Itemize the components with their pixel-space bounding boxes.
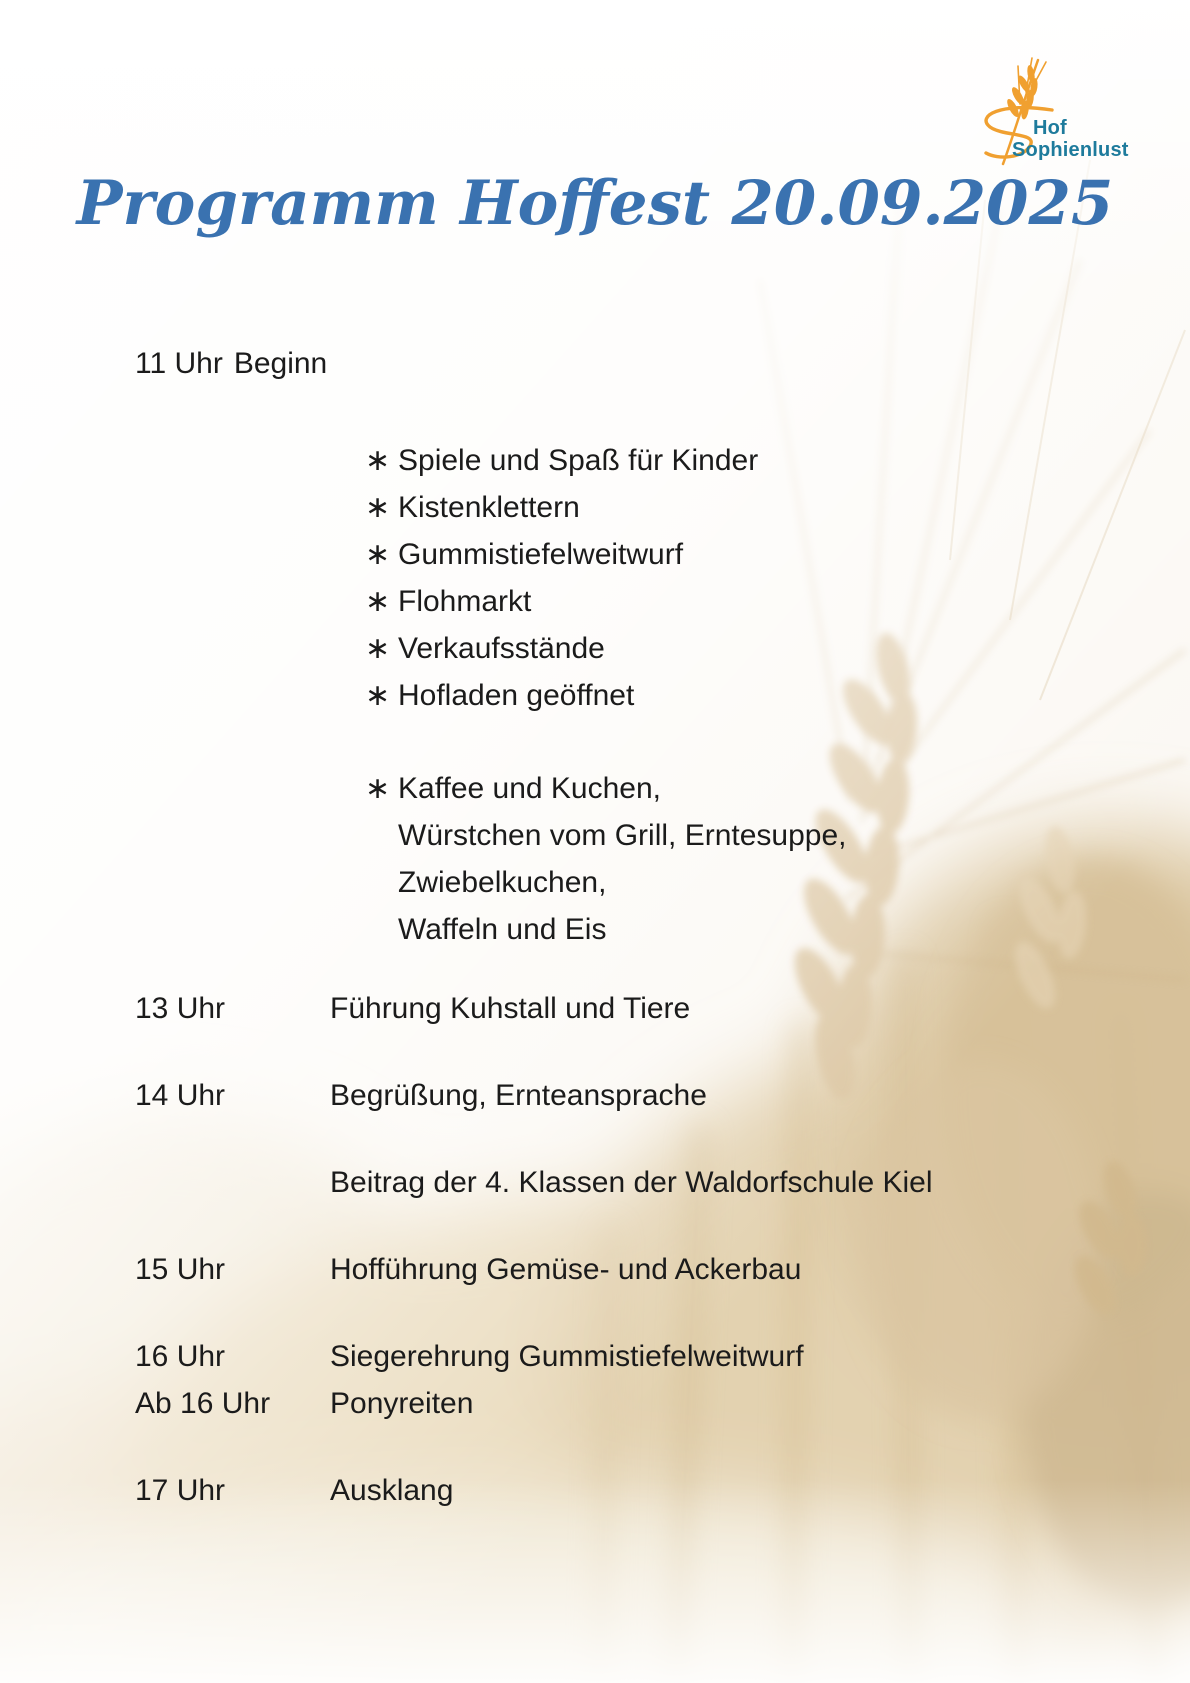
timetable (135, 985, 1075, 1514)
food-lines (398, 765, 847, 953)
activity-label: Verkaufsstände (398, 632, 605, 665)
asterisk-bullet: ∗ (365, 585, 391, 618)
table-row (135, 1380, 1075, 1427)
row-activity: Siegerehrung Gummistiefelweitwurf (330, 1340, 804, 1373)
row-activity: Ausklang (330, 1474, 454, 1507)
row-activity: Begrüßung, Ernteansprache (330, 1079, 707, 1112)
asterisk-bullet: ∗ (365, 444, 391, 477)
program-schedule (135, 340, 1075, 1514)
logo-name-line1: Hof (1033, 117, 1067, 139)
food-line: Würstchen vom Grill, Erntesuppe, (398, 819, 847, 852)
activity-label: Spiele und Spaß für Kinder (398, 444, 759, 477)
activity-label: Hofladen geöffnet (398, 679, 635, 712)
list-item (365, 484, 1075, 531)
activity-label: Gummistiefelweitwurf (398, 538, 684, 571)
list-item (365, 672, 1075, 719)
schedule-opening-line (135, 340, 1075, 387)
food-line: Zwiebelkuchen, (398, 866, 607, 899)
activity-label: Kistenklettern (398, 491, 580, 524)
row-time: 14 Uhr (135, 1079, 226, 1112)
list-item (365, 625, 1075, 672)
asterisk-bullet: ∗ (365, 538, 391, 571)
logo-name-line2: Sophienlust (1012, 139, 1129, 161)
asterisk-bullet: ∗ (365, 679, 391, 712)
asterisk-bullet: ∗ (365, 491, 391, 524)
table-row (135, 1467, 1075, 1514)
list-item (365, 531, 1075, 578)
table-row (135, 1159, 1075, 1206)
table-row (135, 985, 1075, 1032)
list-item (365, 437, 1075, 484)
activity-label: Flohmarkt (398, 585, 532, 618)
table-row (135, 1333, 1075, 1380)
opening-label: Beginn (233, 347, 328, 380)
row-time: 17 Uhr (135, 1474, 226, 1507)
table-row (135, 1246, 1075, 1293)
row-time: 13 Uhr (135, 992, 226, 1025)
row-activity: Hofführung Gemüse- und Ackerbau (330, 1253, 802, 1286)
row-time: 15 Uhr (135, 1253, 226, 1286)
table-row (135, 1072, 1075, 1119)
list-item (365, 578, 1075, 625)
row-time: 16 Uhr (135, 1340, 226, 1373)
row-time: Ab 16 Uhr (135, 1387, 271, 1420)
page-title: Programm Hoffest 20.09.2025 (76, 168, 1114, 239)
food-line: Kaffee und Kuchen, (398, 772, 661, 805)
food-list-item (365, 765, 1075, 953)
asterisk-bullet: ∗ (365, 772, 391, 805)
row-time (135, 1159, 330, 1206)
row-activity: Beitrag der 4. Klassen der Waldorfschule Kiel (330, 1166, 933, 1199)
activities-list (365, 437, 1075, 719)
food-line: Waffeln und Eis (398, 913, 607, 946)
asterisk-bullet: ∗ (365, 632, 391, 665)
opening-time: 11 Uhr (135, 347, 223, 380)
farm-logo (900, 52, 1130, 170)
row-activity: Ponyreiten (330, 1387, 474, 1420)
row-activity: Führung Kuhstall und Tiere (330, 992, 691, 1025)
